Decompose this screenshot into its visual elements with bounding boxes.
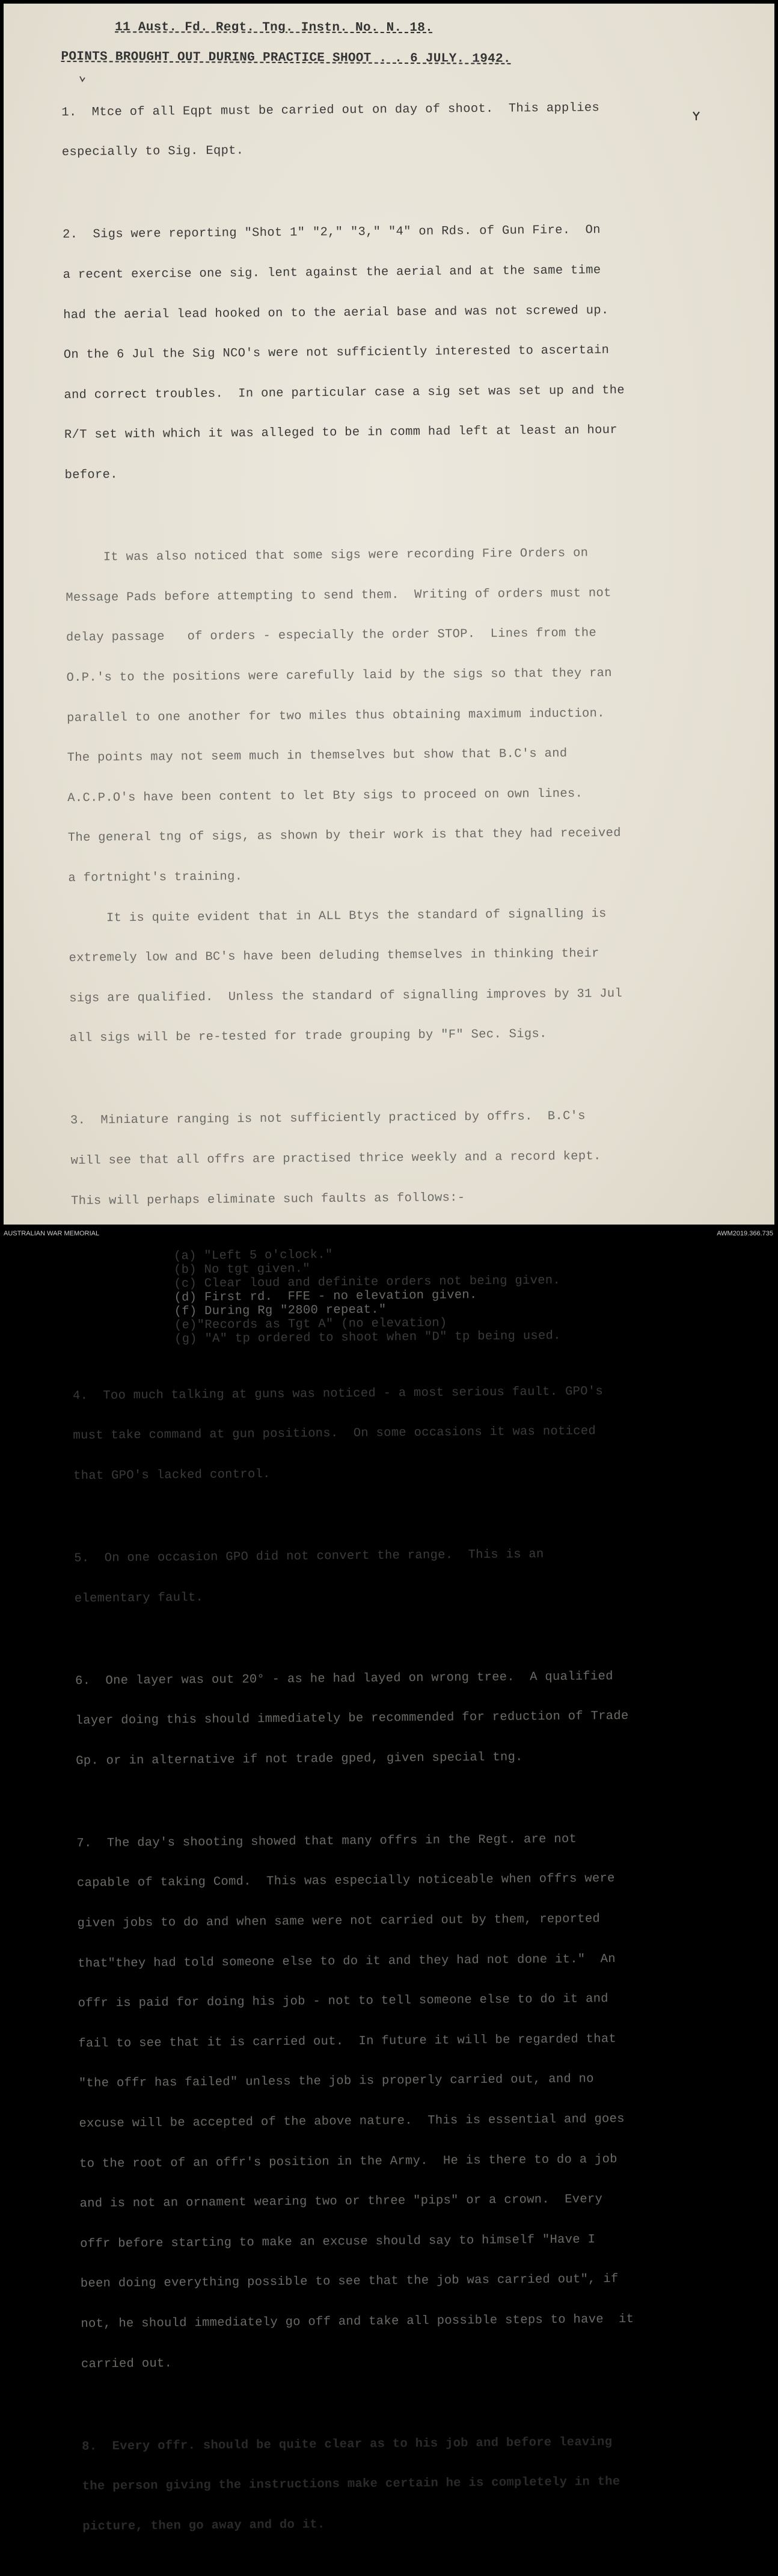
- text-line: given jobs to do and when same were not carried out by them, reported: [77, 1912, 601, 1931]
- text-line: R/T set with which it was alleged to be in comm had left at least an hour: [64, 423, 618, 443]
- text-line: 3. Miniature ranging is not sufficiently practiced by offrs. B.C's: [70, 1109, 586, 1128]
- text-line: to the root of an offr's position in the Army. He is there to do a job: [79, 2152, 617, 2171]
- text-line: fail to see that it is carried out. In future it will be regarded that: [78, 2032, 617, 2051]
- text-line: and is not an ornament wearing two or three "pips" or a crown. Every: [79, 2192, 603, 2212]
- text-line: a fortnight's training.: [68, 870, 243, 885]
- list-item: (g) "A" tp ordered to shoot when "D" tp being used.: [174, 1329, 561, 1347]
- document-subtitle: POINTS BROUGHT OUT DURING PRACTICE SHOOT . . 6 JULY. 1942.: [61, 50, 511, 67]
- text-line: will see that all offrs are practised thrice weekly and a record kept.: [70, 1149, 601, 1168]
- text-line: This will perhaps eliminate such faults as follows:-: [71, 1190, 465, 1208]
- text-line: that"they had told someone else to do it and they had not done it." An: [78, 1952, 616, 1971]
- text-line: 1. Mtce of all Eqpt must be carried out on day of shoot. This applies: [61, 100, 600, 120]
- paragraph-7: [76, 1805, 737, 2398]
- paragraph-2: [63, 197, 720, 509]
- list-item: (a) "Left 5 o'clock.": [173, 1248, 333, 1264]
- text-line: delay passage of orders - especially the order STOP. Lines from the: [66, 626, 597, 645]
- text-line: especially to Sig. Eqpt.: [61, 144, 244, 160]
- list-item: (b) No tgt given.": [174, 1262, 311, 1277]
- text-line: 6. One layer was out 20° - as he had layed on wrong tree. A qualified: [75, 1669, 613, 1688]
- text-line: layer doing this should immediately be recommended for reduction of Trade: [75, 1709, 629, 1729]
- footer-catalogue-number: AWM2019.366.735: [717, 1230, 773, 1237]
- text-line: 4. Too much talking at guns was noticed - a most serious fault. GPO's: [72, 1384, 604, 1403]
- text-line: excuse will be accepted of the above nature. This is essential and goes: [79, 2112, 625, 2131]
- paragraph-2-continued: [65, 519, 725, 1072]
- paragraph-4: [72, 1357, 729, 1510]
- text-line: capable of taking Comd. This was especially noticeable when offrs were: [76, 1872, 615, 1891]
- paragraph-3: [70, 1082, 726, 1235]
- text-line: 7. The day's shooting showed that many offrs in the Regt. are not: [76, 1832, 577, 1851]
- text-line: Gp. or in alternative if not trade gped, given special tng.: [76, 1750, 523, 1768]
- text-line: O.P.'s to the positions were carefully laid by the sigs so that they ran: [66, 666, 612, 685]
- text-line: On the 6 Jul the Sig NCO's were not sufficiently interested to ascertain: [63, 343, 610, 363]
- document-title: 11 Aust. Fd. Regt. Tng. Instn. No. N. 18.: [115, 20, 433, 35]
- text-line: Message Pads before attempting to send them. Writing of orders must not: [66, 586, 611, 605]
- text-line: that GPO's lacked control.: [73, 1467, 271, 1483]
- text-line: "the offr has failed" unless the job is properly carried out, and no: [78, 2072, 594, 2091]
- archive-footer: [0, 1225, 778, 1240]
- text-line: extremely low and BC's have been deluding themselves in thinking their: [69, 947, 599, 966]
- paragraph-5: [74, 1520, 731, 1632]
- text-line: must take command at gun positions. On some occasions it was noticed: [73, 1424, 596, 1443]
- text-line: all sigs will be re-tested for trade grouping by "F" Sec. Sigs.: [69, 1027, 547, 1046]
- text-line: offr is paid for doing his job - not to tell someone else to do it and: [78, 1992, 608, 2011]
- text-line: elementary fault.: [74, 1590, 204, 1606]
- text-line: carried out.: [81, 2356, 173, 2372]
- paragraph-8: [82, 2408, 738, 2561]
- text-line: not, he should immediately go off and take all possible steps to have it: [81, 2312, 634, 2331]
- text-line: had the aerial lead hooked on to the aerial base and was not screwed up.: [63, 303, 609, 322]
- text-line: the person giving the instructions make certain he is completely in the: [82, 2475, 620, 2494]
- paragraph-1: [61, 74, 718, 186]
- text-line: offr before starting to make an excuse should say to himself "Have I: [80, 2233, 596, 2251]
- text-line: It was also noticed that some sigs were recording Fire Orders on: [65, 546, 589, 565]
- list-item: (e)"Records as Tgt A" (no elevation): [174, 1316, 447, 1333]
- faults-list: [174, 1245, 727, 1347]
- list-item: (f) During Rg "2800 repeat.": [174, 1303, 387, 1319]
- text-line: a recent exercise one sig. lent against the aerial and at the same time: [63, 263, 601, 283]
- list-item: (c) Clear loud and definite orders not being given.: [174, 1274, 561, 1291]
- text-line: The general tng of sigs, as shown by their work is that they had received: [67, 826, 621, 846]
- document-body: [61, 16, 738, 2576]
- text-line: sigs are qualified. Unless the standard of signalling improves by 31 Jul: [69, 986, 623, 1006]
- footer-institution: AUSTRALIAN WAR MEMORIAL: [4, 1230, 100, 1237]
- paragraph-6: [75, 1643, 732, 1795]
- text-line: been doing everything possible to see that the job was carried out", if: [80, 2272, 619, 2292]
- text-line: picture, then go away and do it.: [82, 2518, 325, 2534]
- text-line: A.C.P.O's have been content to let Bty sigs to proceed on own lines.: [67, 787, 583, 805]
- text-line: 2. Sigs were reporting "Shot 1" "2," "3," "4" on Rds. of Gun Fire. On: [62, 223, 601, 242]
- text-line: The points may not seem much in themselves but show that B.C's and: [67, 746, 568, 766]
- text-line: before.: [64, 468, 118, 483]
- text-line: parallel to one another for two miles thus obtaining maximum induction.: [67, 706, 605, 725]
- text-line: 5. On one occasion GPO did not convert the range. This is an: [74, 1547, 544, 1566]
- text-line: and correct troubles. In one particular case a sig set was set up and the: [64, 383, 625, 402]
- text-line: 8. Every offr. should be quite clear as to his job and before leaving: [82, 2435, 613, 2454]
- text-line: It is quite evident that in ALL Btys the standard of signalling is: [68, 906, 607, 926]
- list-item: (d) First rd. FFE - no elevation given.: [174, 1288, 477, 1305]
